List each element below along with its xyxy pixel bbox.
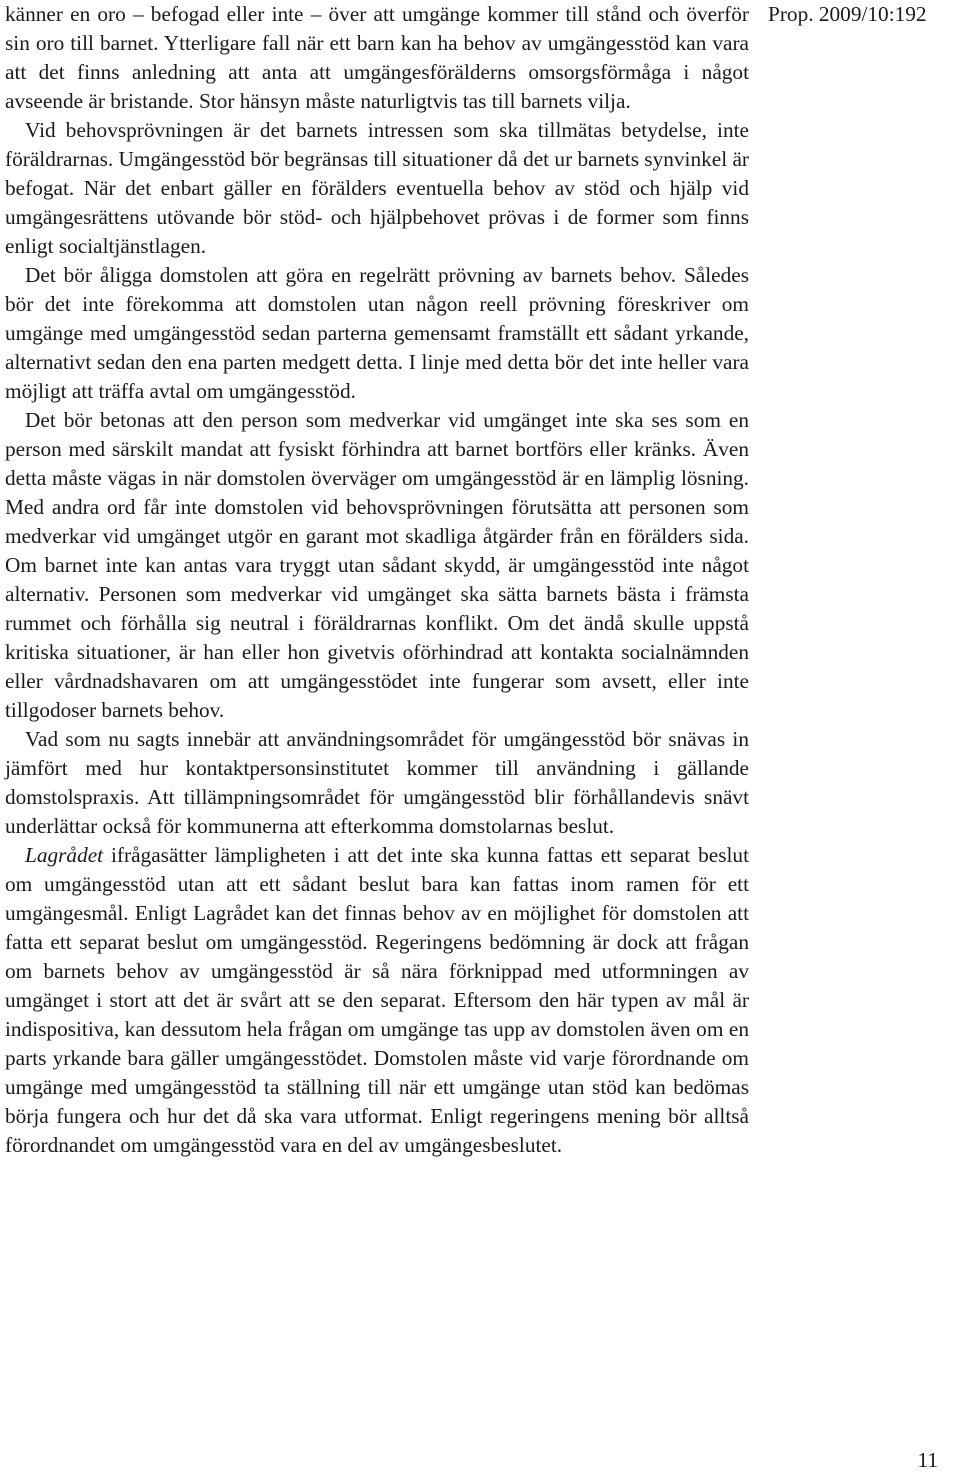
paragraph: känner en oro – befogad eller inte – över att umgänge kommer till stånd och överför sin oro till barnet. Ytterligare fall när ett barn kan ha behov av umgängesstöd kan vara att det finns anledning att anta att umgängesförälderns omsorgsförmåga i något avseende är bristande. Stor hänsyn måste naturligtvis tas till barnets vilja. bbox=[5, 2, 749, 113]
body-text bbox=[5, 0, 749, 1160]
page-number: 11 bbox=[917, 1448, 938, 1472]
paragraph bbox=[5, 841, 749, 1160]
paragraph-text: ifrågasätter lämpligheten i att det inte ska kunna fattas ett separat beslut om umgängesstöd utan att ett sådant beslut bara kan fattas inom ramen för ett umgängesmål. Enligt Lagrådet kan det finnas behov av en möjlighet för domstolen att fatta ett separat beslut om umgängesstöd. Regeringens bedömning är dock att frågan om barnets behov av umgängesstöd är så nära förknippad med utformningen av umgänget i stort att det är svårt att se den separat. Eftersom den här typen av mål är indispositiva, kan dessutom hela frågan om umgänge tas upp av domstolen även om en parts yrkande bara gäller umgängesstödet. Domstolen måste vid varje förordnande om umgänge med umgängesstöd ta ställning till när ett umgänge utan stöd kan bedömas börja fungera och hur det då ska vara utformat. Enligt regeringens mening bör alltså förordnandet om umgängesstöd vara en del av umgängesbeslutet. bbox=[5, 843, 749, 1157]
italic-lead-term: Lagrådet bbox=[25, 843, 104, 867]
paragraph: Det bör åligga domstolen att göra en regelrätt prövning av barnets behov. Således bör det inte förekomma att domstolen utan någon reell prövning föreskriver om umgänge med umgängesstöd sedan parterna gemensamt framställt ett sådant yrkande, alternativt sedan den ena parten medgett detta. I linje med detta bör det inte heller vara möjligt att träffa avtal om umgängesstöd. bbox=[5, 263, 749, 403]
paragraph: Vid behovsprövningen är det barnets intressen som ska tillmätas betydelse, inte föräldrarnas. Umgängesstöd bör begränsas till situationer då det ur barnets synvinkel är befogat. När det enbart gäller en förälders eventuella behov av stöd och hjälp vid umgängesrättens utövande bör stöd- och hjälpbehovet prövas i de former som finns enligt socialtjänstlagen. bbox=[5, 118, 749, 258]
paragraph: Det bör betonas att den person som medverkar vid umgänget inte ska ses som en person med särskilt mandat att fysiskt förhindra att barnet bortförs eller kränks. Även detta måste vägas in när domstolen överväger om umgängesstöd är en lämplig lösning. Med andra ord får inte domstolen vid behovsprövningen förutsätta att personen som medverkar vid umgänget utgör en garant mot skadliga åtgärder från en förälders sida. Om barnet inte kan antas vara tryggt utan sådant skydd, är umgängesstöd inte något alternativ. Personen som medverkar vid umgänget ska sätta barnets bästa i främsta rummet och förhålla sig neutral i föräldrarnas konflikt. Om det ändå skulle uppstå kritiska situationer, är han eller hon givetvis oförhindrad att kontakta socialnämnden eller vårdnadshavaren om att umgängesstödet inte fungerar som avsett, eller inte tillgodoser barnets behov. bbox=[5, 408, 749, 722]
paragraph: Vad som nu sagts innebär att användningsområdet för umgängesstöd bör snävas in jämfört med hur kontaktpersonsinstitutet kommer till användning i gällande domstolspraxis. Att tillämpningsområdet för umgängesstöd blir förhållandevis snävt underlättar också för kommunerna att efterkomma domstolarnas beslut. bbox=[5, 727, 749, 838]
margin-reference: Prop. 2009/10:192 bbox=[768, 2, 927, 26]
